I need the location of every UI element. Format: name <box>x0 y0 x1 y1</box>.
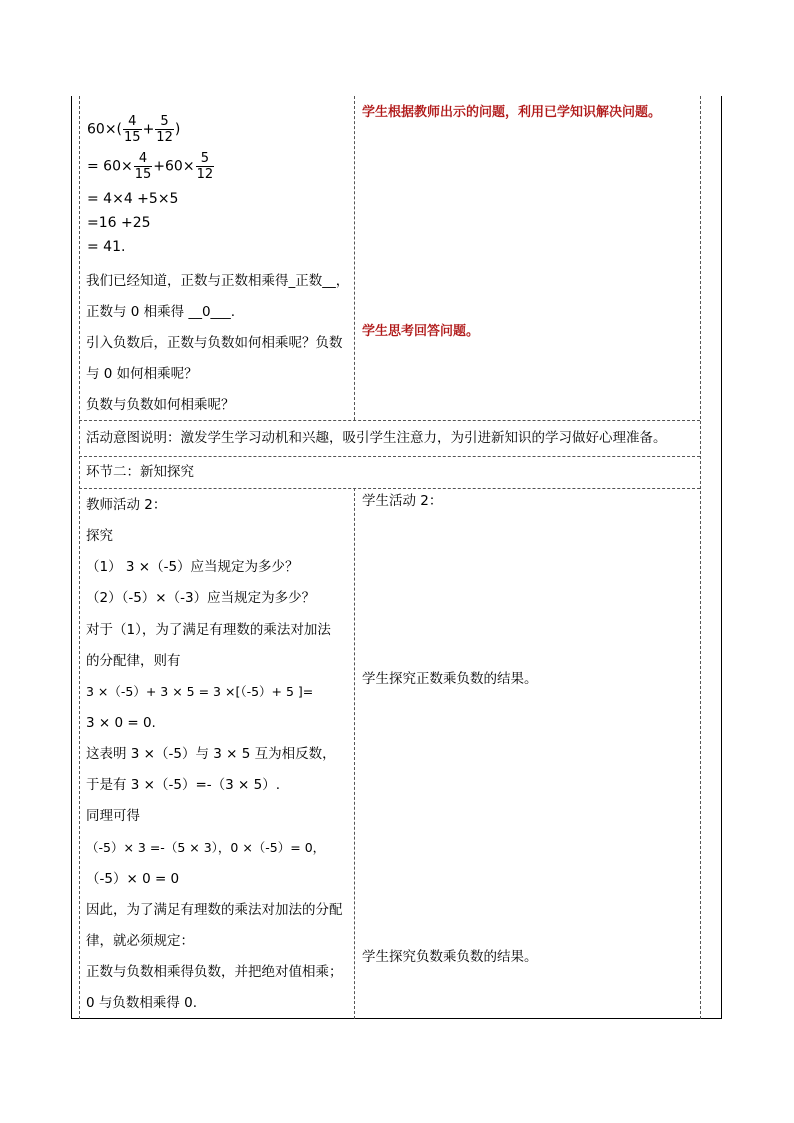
teacher-line-17: 0 与负数相乘得 0. <box>86 995 198 1011</box>
activity-intent: 活动意图说明：激发学生学习动机和兴趣，吸引学生注意力，为引进新知识的学习做好心理准备。 <box>86 430 667 446</box>
calc-line-1: 60×( $\frac{4}{15}$ + $\frac{5}{12}$ ) <box>87 114 181 145</box>
teacher-line-14: 因此，为了满足有理数的乘法对加法的分配 <box>86 902 343 918</box>
student-response-2: 学生思考回答问题。 <box>362 324 480 339</box>
teacher-question-3: 引入负数后，正数与负数如何相乘呢？负数 <box>86 335 343 351</box>
row-divider-1 <box>79 420 700 421</box>
section-title: 环节二：新知探究 <box>86 464 194 480</box>
teacher-line-8: 3 × 0 = 0. <box>86 715 156 731</box>
teacher-line-5: 对于（1），为了满足有理数的乘法对加法 <box>86 622 331 638</box>
left-dashed-border <box>79 96 80 1019</box>
teacher-line-10: 于是有 3 ×（-5）=-（3 × 5）. <box>86 777 280 793</box>
student-activity-1: 学生探究正数乘负数的结果。 <box>362 671 538 687</box>
column-divider-top <box>354 96 355 420</box>
teacher-line-1: 教师活动 2： <box>86 497 167 513</box>
teacher-line-11: 同理可得 <box>86 808 140 824</box>
teacher-question-5: 负数与负数如何相乘呢？ <box>86 397 235 413</box>
student-response-1: 学生根据教师出示的问题，利用已学知识解决问题。 <box>362 105 662 120</box>
column-divider-bottom <box>354 488 355 1019</box>
teacher-line-2: 探究 <box>86 528 113 544</box>
row-divider-3 <box>79 488 700 489</box>
row-divider-2 <box>79 456 700 457</box>
teacher-line-13: （-5）× 0 = 0 <box>86 871 180 887</box>
teacher-line-16: 正数与负数相乘得负数，并把绝对值相乘； <box>86 964 343 980</box>
teacher-question-4: 与 0 如何相乘呢？ <box>86 366 198 382</box>
teacher-line-15: 律，就必须规定： <box>86 933 194 949</box>
calc-line-3: = 4×4 +5×5 <box>87 191 179 207</box>
calc-line-4: =16 +25 <box>87 215 151 231</box>
right-dashed-border <box>700 96 701 1019</box>
teacher-question-2: 正数与 0 相乘得 __0___. <box>86 304 236 320</box>
teacher-line-4: （2）（-5）×（-3）应当规定为多少？ <box>86 590 316 606</box>
teacher-question-1: 我们已经知道，正数与正数相乘得_正数__， <box>86 273 350 289</box>
teacher-line-6: 的分配律，则有 <box>86 653 181 669</box>
calc-line-2: = 60× $\frac{4}{15}$ +60× $\frac{5}{12}$ <box>87 151 214 182</box>
student-activity-2: 学生探究负数乘负数的结果。 <box>362 949 538 965</box>
teacher-line-9: 这表明 3 ×（-5）与 3 × 5 互为相反数， <box>86 746 336 762</box>
teacher-line-12: （-5）× 3 =-（5 × 3），0 ×（-5）= 0， <box>86 840 326 855</box>
teacher-line-7: 3 ×（-5）+ 3 × 5 = 3 ×[（-5）+ 5 ]= <box>86 684 314 699</box>
student-activity-title: 学生活动 2： <box>362 493 443 509</box>
teacher-line-3: （1） 3 ×（-5）应当规定为多少？ <box>86 559 299 575</box>
calc-line-5: = 41. <box>87 239 126 255</box>
